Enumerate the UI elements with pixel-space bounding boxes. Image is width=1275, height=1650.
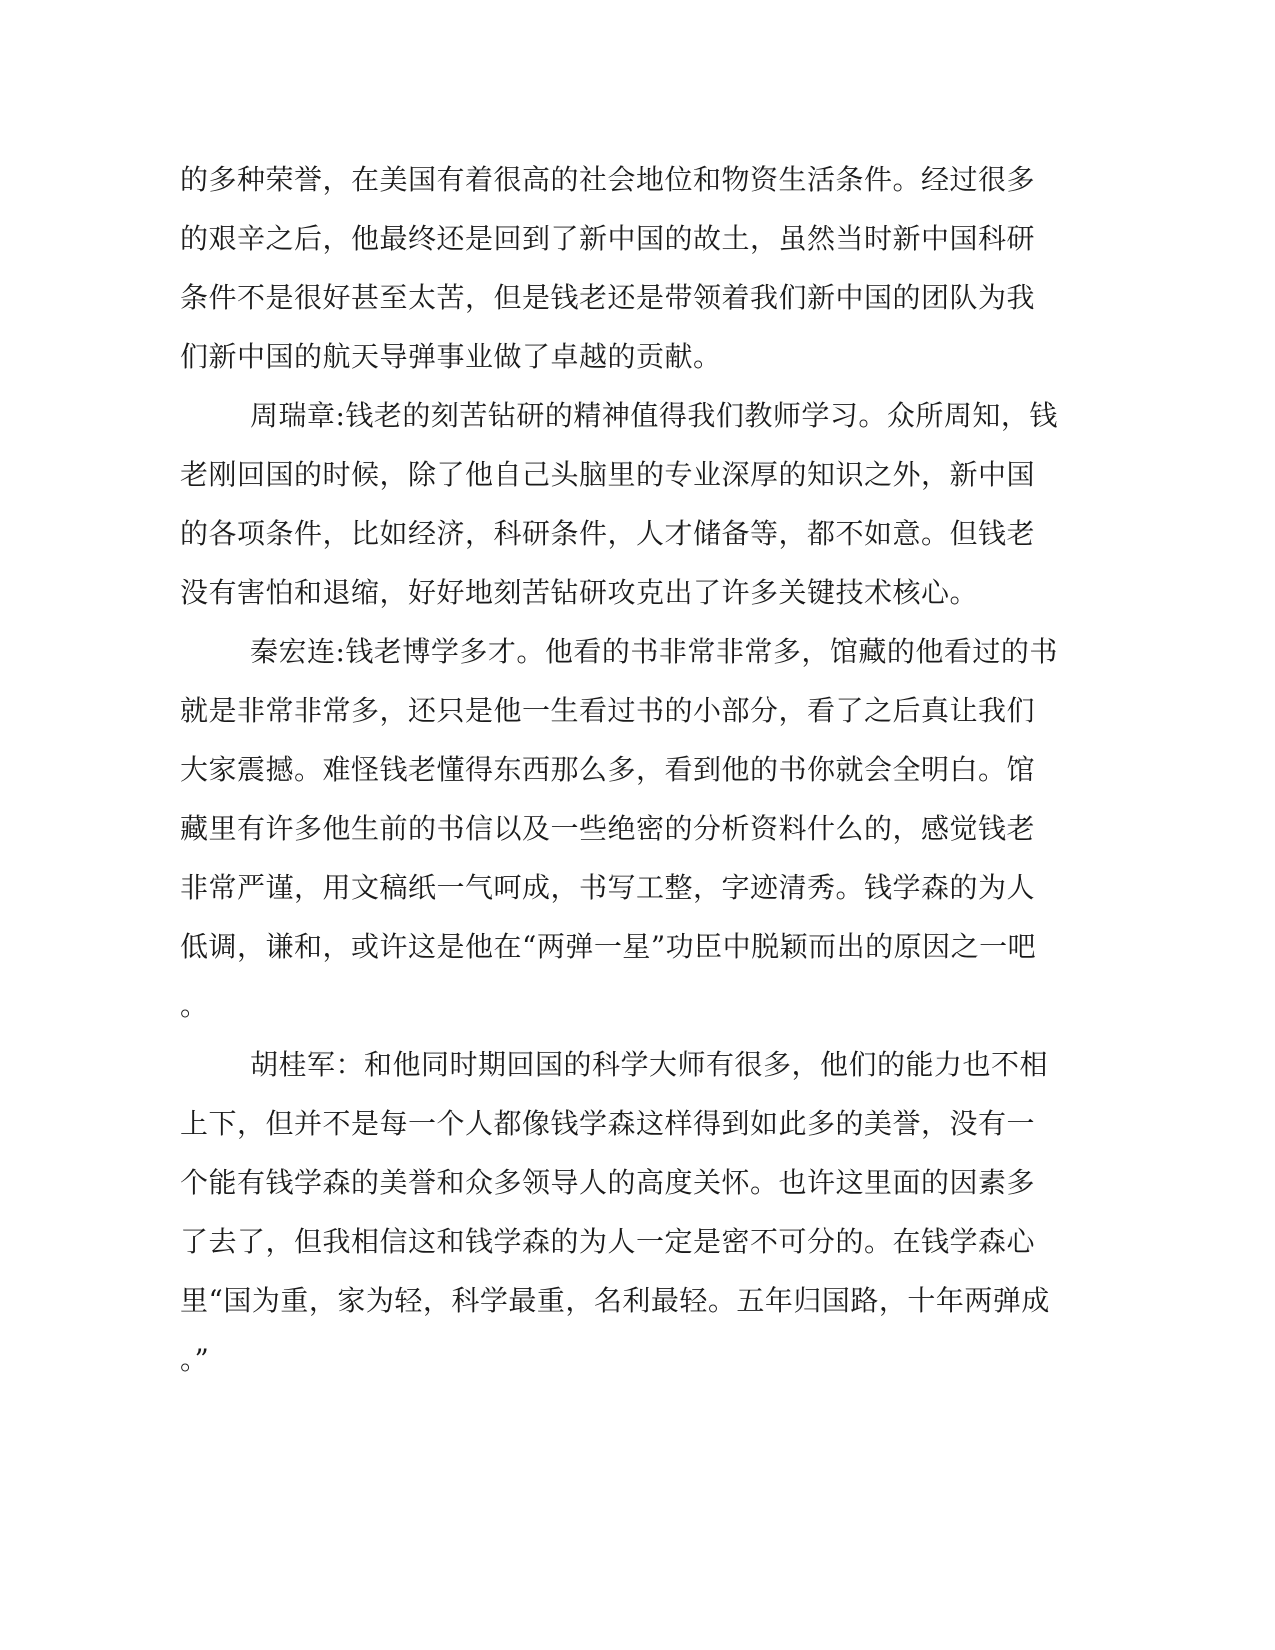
paragraph-start-line: 胡桂军：和他同时期回国的科学大师有很多，他们的能力也不相 xyxy=(250,1048,1049,1081)
text-line: 上下，但并不是每一个人都像钱学森这样得到如此多的美誉，没有一 xyxy=(180,1107,1036,1140)
text-line: 的各项条件，比如经济，科研条件，人才储备等，都不如意。但钱老 xyxy=(180,517,1036,550)
text-line: 的艰辛之后，他最终还是回到了新中国的故土，虽然当时新中国科研 xyxy=(180,222,1036,255)
text-line: 非常严谨，用文稿纸一气呵成，书写工整，字迹清秀。钱学森的为人 xyxy=(180,871,1036,904)
text-line: 没有害怕和退缩，好好地刻苦钻研攻克出了许多关键技术核心。 xyxy=(180,576,979,609)
text-line: 们新中国的航天导弹事业做了卓越的贡献。 xyxy=(180,340,722,373)
paragraph-start-line: 秦宏连:钱老博学多才。他看的书非常非常多，馆藏的他看过的书 xyxy=(250,635,1058,668)
text-line: 低调，谦和，或许这是他在“两弹一星”功臣中脱颖而出的原因之一吧 xyxy=(180,930,1037,963)
text-line: 藏里有许多他生前的书信以及一些绝密的分析资料什么的，感觉钱老 xyxy=(180,812,1036,845)
text-line: 大家震撼。难怪钱老懂得东西那么多，看到他的书你就会全明白。馆 xyxy=(180,753,1036,786)
paragraph-start-line: 周瑞章:钱老的刻苦钻研的精神值得我们教师学习。众所周知，钱 xyxy=(250,399,1058,432)
text-line: 的多种荣誉，在美国有着很高的社会地位和物资生活条件。经过很多 xyxy=(180,163,1036,196)
text-line: 个能有钱学森的美誉和众多领导人的高度关怀。也许这里面的因素多 xyxy=(180,1166,1036,1199)
text-line: 条件不是很好甚至太苦，但是钱老还是带领着我们新中国的团队为我 xyxy=(180,281,1036,314)
text-line: 。 xyxy=(180,989,209,1022)
text-line: 。” xyxy=(180,1343,210,1376)
text-line: 就是非常非常多，还只是他一生看过书的小部分，看了之后真让我们 xyxy=(180,694,1036,727)
text-line: 了去了，但我相信这和钱学森的为人一定是密不可分的。在钱学森心 xyxy=(180,1225,1036,1258)
text-line: 老刚回国的时候，除了他自己头脑里的专业深厚的知识之外，新中国 xyxy=(180,458,1036,491)
text-line: 里“国为重，家为轻，科学最重，名利最轻。五年归国路，十年两弹成 xyxy=(180,1284,1050,1317)
